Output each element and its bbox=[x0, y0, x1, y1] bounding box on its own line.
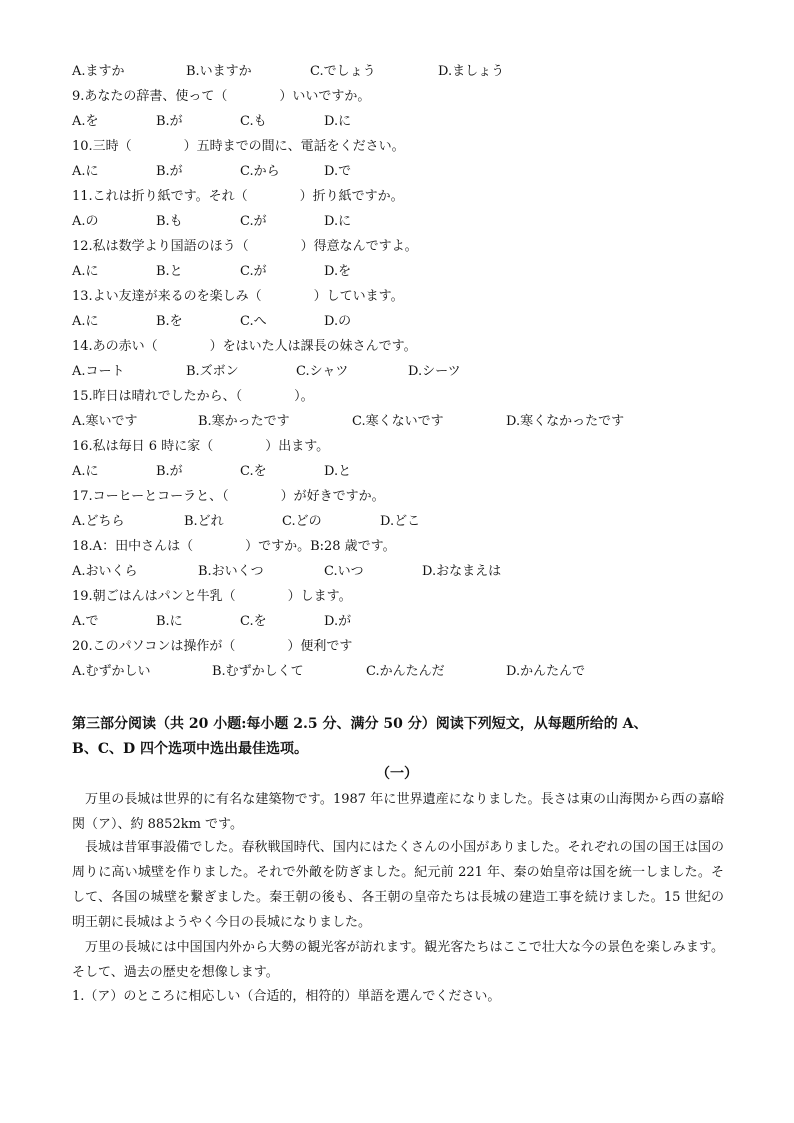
answer-option: C.から bbox=[240, 164, 280, 179]
answer-option: C.も bbox=[240, 114, 267, 129]
answer-option: C.シャツ bbox=[296, 364, 349, 379]
question-text: 10.三時（ ）五時までの間に、電話をください。 bbox=[72, 139, 405, 154]
answer-option: A.に bbox=[72, 314, 99, 329]
question-text: 11.これは折り紙です。それ（ ）折り紙ですか。 bbox=[72, 189, 404, 204]
passage-paragraph-2: 長城は昔軍事設備でした。春秋戦国時代、国内にはたくさんの小国がありました。それぞれの国の国王は国の周りに高い城壁を作りました。それで外敵を防ぎました。紀元前 221 年、秦の始皇帝は国を統一しました。そして、各国の城壁を繋ぎました。秦王朝の後も、各王朝の皇帝たちは長城の建造工事を続けました。15 世紀の明王朝に長城はようやく今日の長城になりました。 bbox=[72, 840, 724, 930]
question-text: 9.あなたの辞書、使って（ ）いいですか。 bbox=[72, 89, 371, 104]
question-text: 13.よい友達が来るのを楽しみ（ ）しています。 bbox=[72, 289, 404, 304]
answer-option: A.コート bbox=[72, 364, 125, 379]
answer-option: C.が bbox=[240, 214, 267, 229]
answer-option: D.の bbox=[324, 314, 352, 329]
answer-option: A.ますか bbox=[72, 64, 125, 79]
answer-option: B.と bbox=[156, 264, 183, 279]
answer-option: D.寒くなかったです bbox=[506, 414, 625, 429]
answer-option: A.どちら bbox=[72, 514, 125, 529]
answer-option: C.を bbox=[240, 464, 267, 479]
passage-paragraph-3: 万里の長城には中国国内外から大勢の観光客が訪れます。観光客たちはここで壮大な今の景色を楽しみます。そして、過去の歴史を想像します。 bbox=[72, 940, 724, 980]
answer-option: B.が bbox=[156, 164, 183, 179]
answer-option: B.寒かったです bbox=[198, 414, 290, 429]
answer-option: A.寒いです bbox=[72, 414, 138, 429]
answer-option: A.を bbox=[72, 114, 99, 129]
answer-option: D.で bbox=[324, 164, 352, 179]
answer-option: B.どれ bbox=[184, 514, 224, 529]
answer-option: D.どこ bbox=[380, 514, 421, 529]
answer-option: A.で bbox=[72, 614, 99, 629]
answer-option: D.を bbox=[324, 264, 352, 279]
answer-option: D.に bbox=[324, 214, 352, 229]
answer-option: B.が bbox=[156, 114, 183, 129]
section-title-line2: B、C、D 四个选项中选出最佳选项。 bbox=[72, 741, 308, 757]
answer-option: C.が bbox=[240, 264, 267, 279]
answer-option: D.シーツ bbox=[408, 364, 461, 379]
answer-option: C.でしょう bbox=[310, 64, 376, 79]
question-text: 12.私は数学より国語のほう（ ）得意なんですよ。 bbox=[72, 239, 418, 254]
answer-option: A.に bbox=[72, 164, 99, 179]
answer-option: B.が bbox=[156, 464, 183, 479]
answer-option: A.に bbox=[72, 264, 99, 279]
answer-option: B.に bbox=[156, 614, 183, 629]
answer-option: D.かんたんで bbox=[506, 664, 586, 679]
question-text: 17.コーヒーとコーラと、（ ）が好きですか。 bbox=[72, 489, 385, 504]
question-text: 15.昨日は晴れでしたから、（ ）。 bbox=[72, 389, 314, 404]
answer-option: D.に bbox=[324, 114, 352, 129]
question-text: 16.私は毎日 6 時に家（ ）出ます。 bbox=[72, 439, 330, 454]
answer-option: C.いつ bbox=[324, 564, 364, 579]
answer-option: A.おいくら bbox=[72, 564, 138, 579]
passage-paragraph-1: 万里の長城は世界的に有名な建築物です。1987 年に世界遺産になりました。長さは東の山海関から西の嘉峪関（ア）、約 8852km です。 bbox=[72, 792, 724, 832]
answer-option: C.かんたんだ bbox=[366, 664, 445, 679]
section-title-line1: 第三部分阅读（共 20 小题:每小题 2.5 分、满分 50 分）阅读下列短文，从每题所给的 A、 bbox=[72, 716, 648, 732]
answer-option: B.むずかしくて bbox=[212, 664, 304, 679]
answer-option: B.おいくつ bbox=[198, 564, 264, 579]
answer-option: B.いますか bbox=[186, 64, 252, 79]
answer-option: B.ズボン bbox=[186, 364, 239, 379]
question-text: 19.朝ごはんはパンと牛乳（ ）します。 bbox=[72, 589, 352, 604]
answer-option: A.の bbox=[72, 214, 99, 229]
answer-option: D.と bbox=[324, 464, 352, 479]
answer-option: C.どの bbox=[282, 514, 322, 529]
answer-option: B.を bbox=[156, 314, 183, 329]
question-text: 18.A：田中さんは（ ）ですか。B:28 歳です。 bbox=[72, 539, 396, 554]
answer-option: C.を bbox=[240, 614, 267, 629]
question-text: 20.このパソコンは操作が（ ）便利です bbox=[72, 639, 353, 654]
answer-option: D.ましょう bbox=[438, 64, 505, 79]
answer-option: C.寒くないです bbox=[352, 414, 444, 429]
answer-option: D.おなまえは bbox=[422, 564, 502, 579]
answer-option: A.むずかしい bbox=[72, 664, 151, 679]
answer-option: C.へ bbox=[240, 314, 267, 329]
answer-option: B.も bbox=[156, 214, 183, 229]
passage-heading: （一） bbox=[376, 766, 418, 782]
answer-option: A.に bbox=[72, 464, 99, 479]
question-text: 14.あの赤い（ ）をはいた人は課長の妹さんです。 bbox=[72, 339, 417, 354]
reading-question-1: 1.（ア）のところに相応しい（合适的，相符的）単語を選んでください。 bbox=[72, 989, 501, 1004]
answer-option: D.が bbox=[324, 614, 352, 629]
